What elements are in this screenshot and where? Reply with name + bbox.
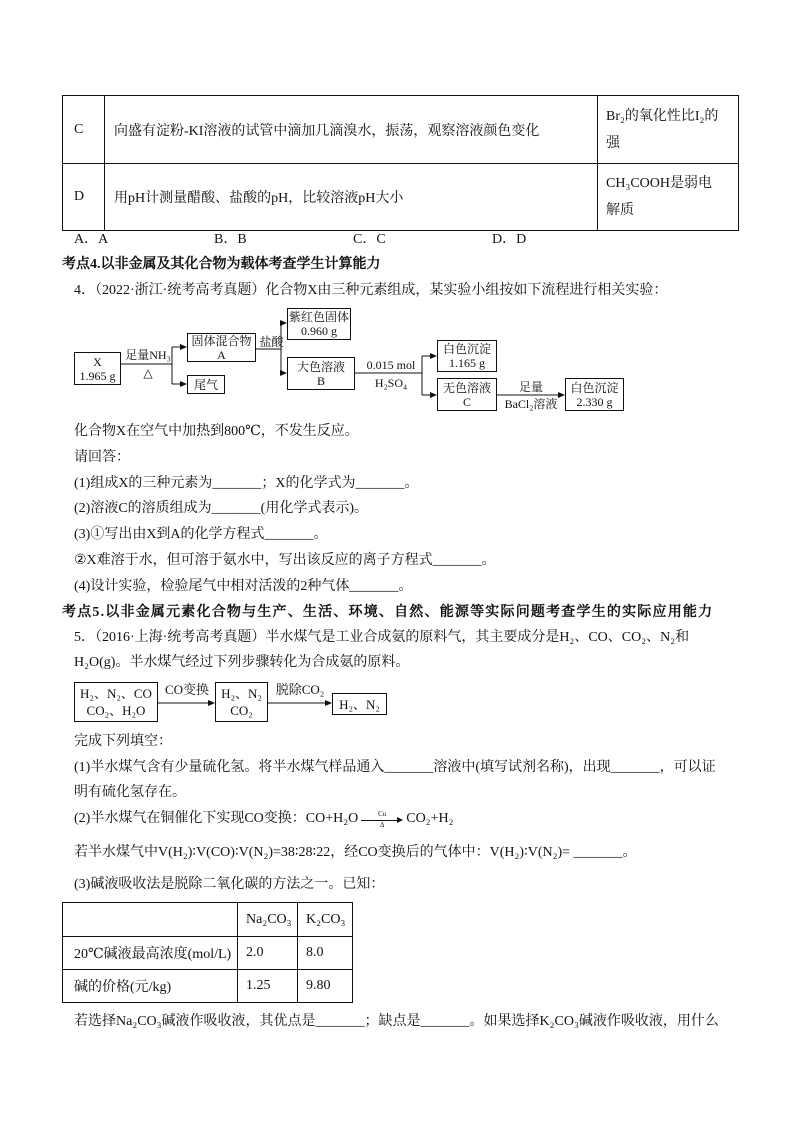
box-line: CO₂ xyxy=(230,703,253,718)
option-c: C．C xyxy=(353,232,386,247)
box-line: 尾气 xyxy=(193,377,218,392)
bacl2-label: BaCl₂溶液 xyxy=(504,397,558,411)
equation-prefix: (2)半水煤气在铜催化下实现CO变换： xyxy=(74,811,306,826)
option-b: B．B xyxy=(214,232,247,247)
reagent-nh3-label: 足量NH₃ xyxy=(125,348,171,362)
box-line: 1.965 g xyxy=(79,368,116,383)
conclusion-line: 强 xyxy=(606,135,620,151)
conclusion-line: CH₃COOH是弱电 xyxy=(606,176,712,191)
co-shift-equation-line xyxy=(74,810,453,828)
text-line: 化合物X在空气中加热到800℃，不发生反应。 xyxy=(74,424,359,439)
ratio-question: 若半水煤气中V(H₂)∶V(CO)∶V(N₂)=38∶28∶22，经CO变换后的气体中：V(H₂)∶V(N₂)= _______。 xyxy=(74,845,637,860)
box-line: 1.165 g xyxy=(449,356,485,370)
box-line: B xyxy=(316,373,325,388)
table-row xyxy=(63,970,353,1003)
shifted-gas-box xyxy=(215,682,268,722)
remove-co2-label: 脱除CO₂ xyxy=(275,682,325,697)
table-cell: 9.80 xyxy=(298,970,353,1003)
question-5-cont: H₂O(g)。半水煤气经过下列步骤转化为合成氨的原料。 xyxy=(74,655,410,670)
subquestion-3a: (3)①写出由X到A的化学方程式_______。 xyxy=(74,527,328,542)
catalyst-label: Cu xyxy=(378,810,387,818)
table-header-row xyxy=(63,903,353,937)
white-precipitate-2-box xyxy=(565,378,624,411)
box-line: A xyxy=(217,347,226,362)
tail-gas-box xyxy=(187,375,225,394)
option-a: A．A xyxy=(74,232,109,247)
row-label: C xyxy=(63,96,105,164)
gas-mixture-box xyxy=(74,682,158,722)
header-cell: K₂CO₃ xyxy=(298,903,353,937)
table-cell: 8.0 xyxy=(298,937,353,970)
hcl-label: 盐酸 xyxy=(259,335,284,349)
alkali-data-table xyxy=(62,902,353,1003)
box-line: 固体混合物 xyxy=(191,333,252,348)
h2so4-amount-label: 0.015 mol xyxy=(366,358,416,372)
box-line: C xyxy=(462,394,471,409)
box-line: 白色沉淀 xyxy=(570,380,619,395)
equation-products: CO₂+H₂ xyxy=(406,811,454,826)
box-line: CO₂、H₂O xyxy=(86,703,146,718)
fill-instruction: 完成下列填空： xyxy=(74,734,172,749)
subquestion-1: (1)半水煤气含有少量硫化氢。将半水煤气样品通入_______溶液中(填写试剂名称)，出现_______，可以证 xyxy=(74,760,716,775)
reaction-arrow-icon xyxy=(361,810,403,828)
topic4-heading: 考点4.以非金属及其化合物为载体考查学生计算能力 xyxy=(62,257,381,272)
table-row xyxy=(63,937,353,970)
row-label: 20℃碱液最高浓度(mol/L) xyxy=(63,937,238,970)
row-label: 碱的价格(元/kg) xyxy=(63,970,238,1003)
condition-label: Δ xyxy=(379,821,385,829)
row-experiment: 向盛有淀粉-KI溶液的试管中滴加几滴溴水，振荡，观察溶液颜色变化 xyxy=(105,96,598,164)
conclusion-line: 解质 xyxy=(606,203,634,218)
subquestion-4: (4)设计实验，检验尾气中相对活泼的2种气体_______。 xyxy=(74,579,413,594)
h2so4-label: H₂SO₄ xyxy=(374,376,408,390)
subquestion-1: (1)组成X的三种元素为_______；X的化学式为_______。 xyxy=(74,476,419,491)
box-line: 紫红色固体 xyxy=(288,310,349,324)
box-line: 0.960 g xyxy=(301,324,337,338)
box-line: 大色溶液 xyxy=(296,359,345,374)
compound-x-box xyxy=(74,352,121,385)
row-experiment: 用pH计测量醋酸、盐酸的pH，比较溶液pH大小 xyxy=(105,164,598,231)
question-4: 4．（2022·浙江·统考高考真题）化合物X由三种元素组成，某实验小组按如下流程进行相关实验： xyxy=(74,283,668,298)
table-cell: 1.25 xyxy=(238,970,298,1003)
question-5: 5．（2016·上海·统考高考真题）半水煤气是工业合成氨的原料气，其主要成分是H₂、CO、CO₂、N₂和 xyxy=(74,630,690,645)
subquestion-3b: ②X难溶于水，但可溶于氨水中，写出该反应的离子方程式_______。 xyxy=(74,553,496,568)
box-line: H₂、N₂ xyxy=(221,686,262,701)
subquestion-1-cont: 明有硫化氢存在。 xyxy=(74,785,186,800)
box-line: 白色沉淀 xyxy=(442,342,491,356)
box-line: H₂、N₂ xyxy=(339,696,380,712)
box-line: 无色溶液 xyxy=(442,380,491,395)
header-cell: Na₂CO₃ xyxy=(238,903,298,937)
excess-label: 足量 xyxy=(518,380,543,394)
conclusion-line: Br₂的氧化性比I₂的 xyxy=(606,108,719,124)
equation-reactants: CO+H₂O xyxy=(305,811,359,826)
solution-b-box xyxy=(287,357,355,390)
header-cell xyxy=(63,903,238,937)
option-d: D．D xyxy=(492,232,527,247)
solution-c-box xyxy=(437,378,497,411)
final-gas-box xyxy=(332,693,387,715)
solid-mixture-a-box xyxy=(187,333,256,362)
text-line: 请回答： xyxy=(74,450,130,465)
white-precipitate-1-box xyxy=(437,340,497,372)
subquestion-3: (3)碱液吸收法是脱除二氧化碳的方法之一。已知： xyxy=(74,877,385,892)
box-line: 2.330 g xyxy=(576,394,613,409)
row-label: D xyxy=(63,164,105,231)
box-line: H₂、N₂、CO xyxy=(80,686,152,701)
heat-label: △ xyxy=(143,366,153,380)
table-cell: 2.0 xyxy=(238,937,298,970)
topic5-heading: 考点5.以非金属元素化合物与生产、生活、环境、自然、能源等实际问题考查学生的实际应用能力 xyxy=(62,605,714,620)
purple-solid-box xyxy=(287,308,351,340)
subquestion-3-cont: 若选择Na₂CO₃碱液作吸收液，其优点是_______；缺点是_______。如果选择K₂CO₃碱液作吸收液，用什么 xyxy=(74,1014,719,1029)
subquestion-2: (2)溶液C的溶质组成为_______(用化学式表示)。 xyxy=(74,501,368,516)
box-line: X xyxy=(93,354,102,369)
co-shift-label: CO变换 xyxy=(164,682,210,697)
